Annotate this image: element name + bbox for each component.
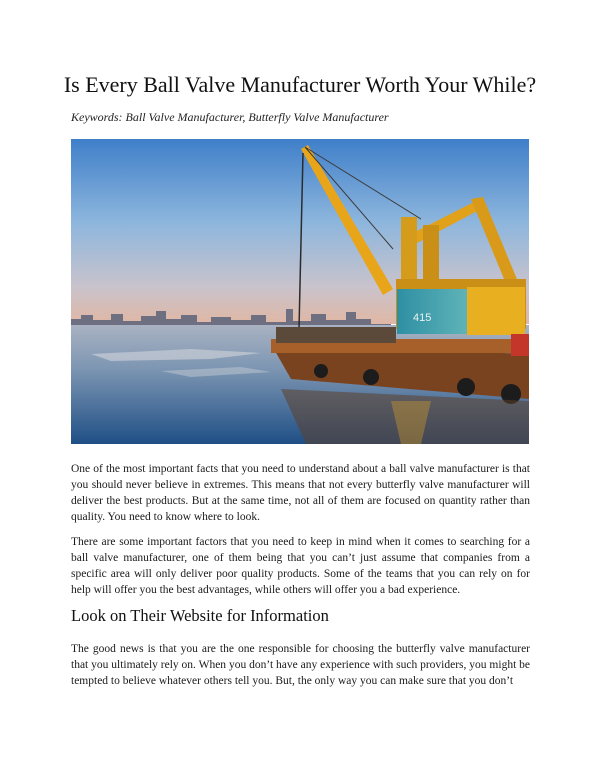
document-title: Is Every Ball Valve Manufacturer Worth Your While? bbox=[63, 72, 537, 97]
paragraph-3: The good news is that you are the one responsible for choosing the butterfly valve manufacturer that you ultimately rely on. When you don’t have any experience with such providers, you might be tempted to believe whatever others tell you. But, the only way you can make sure that you don’t bbox=[71, 643, 530, 687]
paragraph-1: One of the most important facts that you need to understand about a ball valve manufacturer is that you should never believe in extremes. This means that not every butterfly valve manufacturer will deliver the best products. But at the same time, not all of them are focused on quantity rather than quality. You need to know where to look. bbox=[71, 463, 530, 523]
paragraph-2: There are some important factors that you need to keep in mind when it comes to searching for a ball valve manufacturer, one of them being that you can’t just assume that companies from a specific area will only deliver poor quality products. Some of the teams that you can rely on for help will offer you the best advantages, while others will offer you a bad experience. bbox=[71, 536, 530, 596]
cab-number: 415 bbox=[413, 312, 432, 324]
section-heading: Look on Their Website for Information bbox=[71, 606, 329, 625]
crane-barge-photo bbox=[71, 139, 529, 444]
keywords-line: Keywords: Ball Valve Manufacturer, Butterfly Valve Manufacturer bbox=[71, 110, 389, 124]
